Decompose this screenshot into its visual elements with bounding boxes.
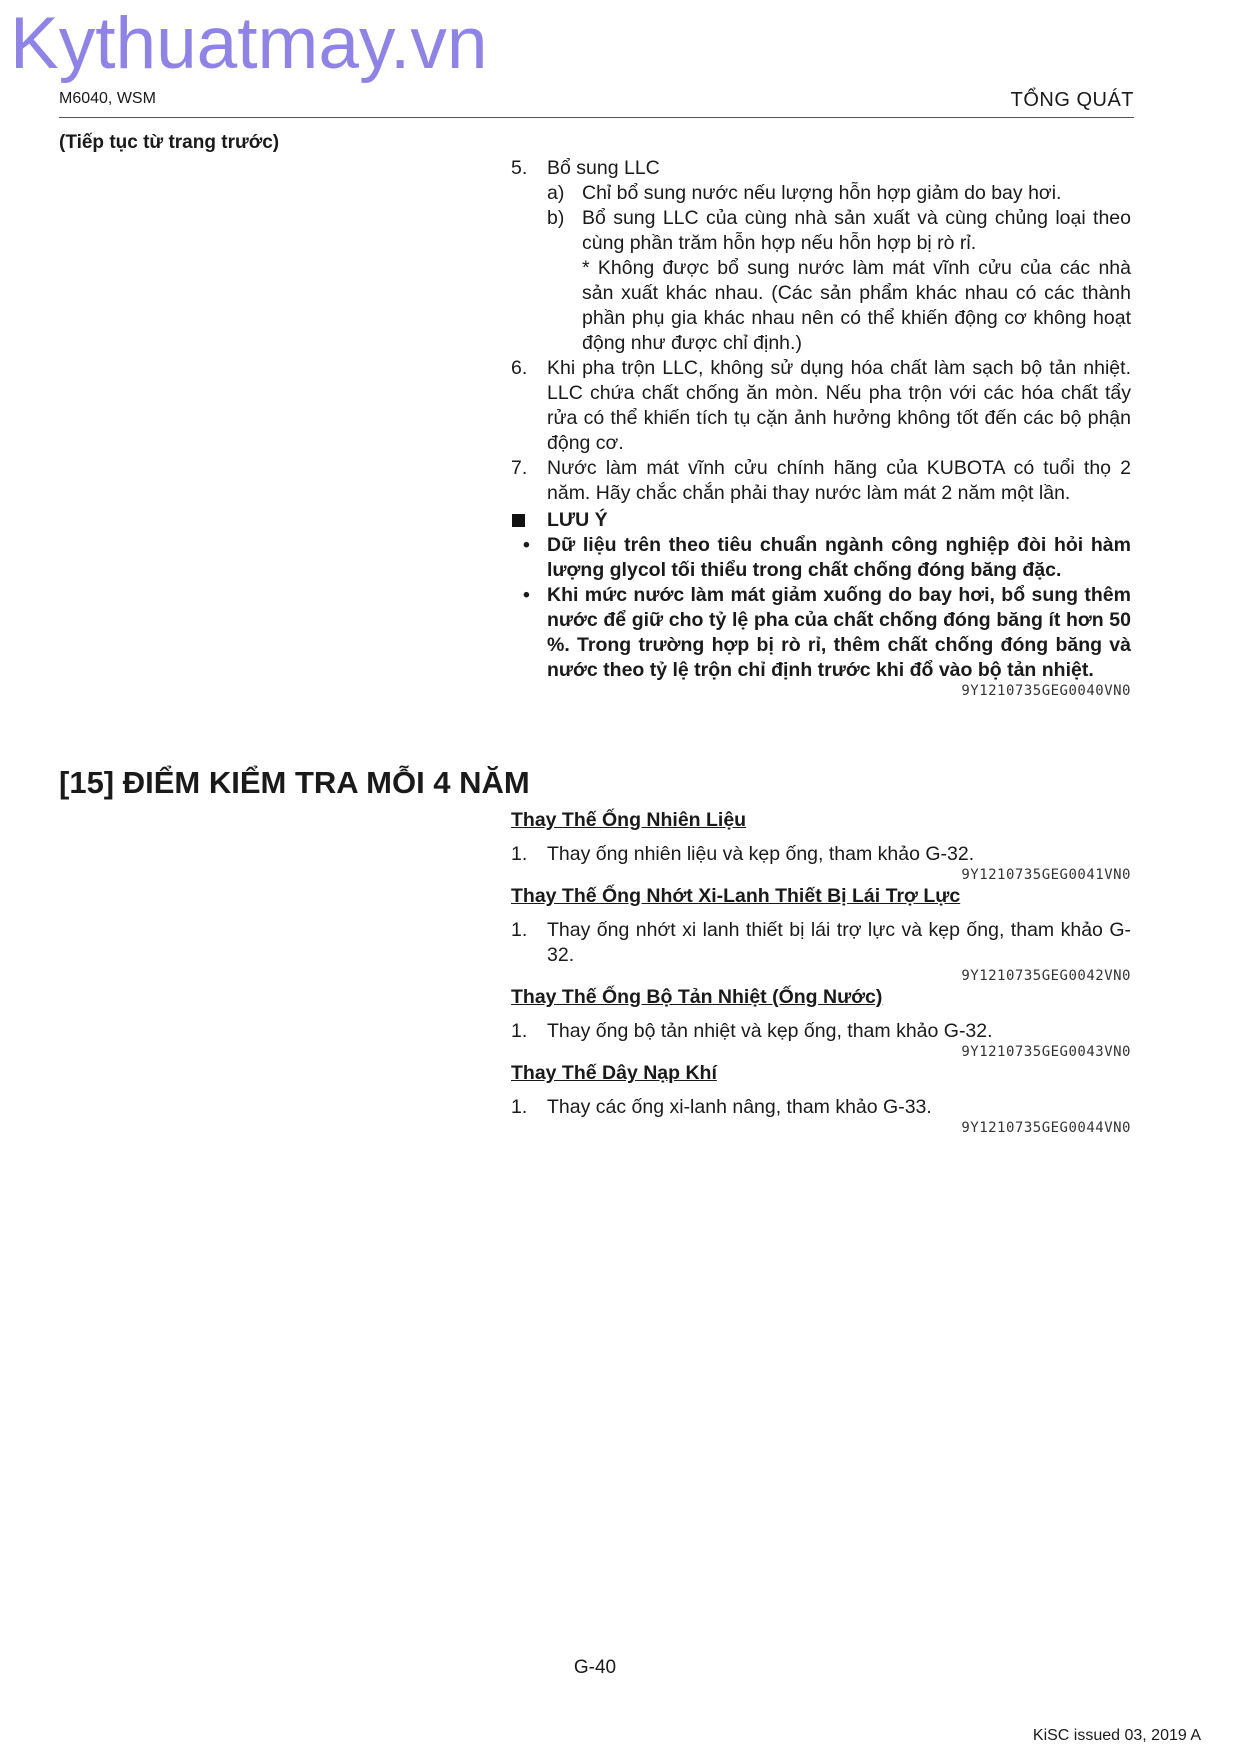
subsection	[511, 1061, 1131, 1137]
sub-item-a	[547, 181, 1131, 206]
item-text: Bổ sung LLC	[547, 157, 660, 179]
item-text: Thay ống bộ tản nhiệt và kẹp ống, tham khảo G-32.	[547, 1020, 993, 1042]
item-text: Thay ống nhiên liệu và kẹp ống, tham khảo G-32.	[547, 843, 975, 865]
note-title: LƯU Ý	[547, 509, 608, 531]
subsection	[511, 884, 1131, 985]
document-code: 9Y1210735GEG0040VN0	[961, 683, 1131, 699]
item-text: Nước làm mát vĩnh cửu chính hãng của KUBOTA có tuổi thọ 2 năm. Hãy chắc chắn phải thay nước làm mát 2 năm một lần.	[547, 457, 1131, 504]
header-rule	[59, 117, 1134, 118]
bullet-dot-icon: •	[523, 534, 530, 556]
subsection-title: Thay Thế Ống Bộ Tản Nhiệt (Ống Nước)	[511, 986, 883, 1008]
page-number: G-40	[573, 1657, 617, 1678]
main-column	[511, 156, 1131, 700]
list-item	[511, 918, 1131, 968]
document-code: 9Y1210735GEG0044VN0	[961, 1120, 1131, 1136]
subsection-title: Thay Thế Ống Nhớt Xi-Lanh Thiết Bị Lái Trợ Lực	[511, 885, 961, 907]
section-title: [15] ĐIỂM KIỂM TRA MỖI 4 NĂM	[59, 765, 530, 800]
item-text: Khi pha trộn LLC, không sử dụng hóa chất làm sạch bộ tản nhiệt. LLC chứa chất chống ăn mòn. Nếu pha trộn với các hóa chất tẩy rửa có thể khiến tích tụ cặn ảnh hưởng không tốt đến các bộ phận động cơ.	[547, 357, 1131, 454]
document-code: 9Y1210735GEG0042VN0	[961, 968, 1131, 984]
item-number: 1.	[511, 843, 528, 865]
bullet-dot-icon: •	[523, 584, 530, 606]
item-number: 1.	[511, 1096, 528, 1118]
item-number: 1.	[511, 919, 528, 941]
item-number: 7.	[511, 457, 528, 479]
watermark-logo: Kythuatmay.vn	[10, 3, 488, 84]
sub-text: Bổ sung LLC của cùng nhà sản xuất và cùng chủng loại theo cùng phần trăm hỗn hợp nếu hỗn hợp bị rò rỉ.	[582, 207, 1131, 254]
item-text: Thay ống nhớt xi lanh thiết bị lái trợ lực và kẹp ống, tham khảo G-32.	[547, 919, 1131, 966]
item-number: 6.	[511, 357, 528, 379]
header-section: TỔNG QUÁT	[1010, 89, 1134, 111]
subsection-title: Thay Thế Ống Nhiên Liệu	[511, 809, 747, 831]
subsection	[511, 985, 1131, 1061]
subsection-title: Thay Thế Dây Nạp Khí	[511, 1062, 717, 1084]
header-model: M6040, WSM	[59, 90, 156, 107]
list-item	[511, 1019, 1131, 1044]
subsection-column	[511, 808, 1131, 1137]
issue-info: KiSC issued 03, 2019 A	[1032, 1727, 1201, 1744]
sub-label: a)	[547, 182, 565, 204]
list-item	[511, 1095, 1131, 1120]
document-code: 9Y1210735GEG0043VN0	[961, 1044, 1131, 1060]
list-item-7	[511, 456, 1131, 506]
list-item-6	[511, 356, 1131, 456]
sub-item-b	[547, 206, 1131, 356]
item-number: 1.	[511, 1020, 528, 1042]
list-item-5	[511, 156, 1131, 181]
list-item	[511, 842, 1131, 867]
subsection	[511, 808, 1131, 884]
note-bullet	[511, 533, 1131, 583]
note-bullet-text: Khi mức nước làm mát giảm xuống do bay hơi, bổ sung thêm nước để giữ cho tỷ lệ pha của chất chống đóng băng ít hơn 50 %. Trong trường hợp bị rò rỉ, thêm chất chống đóng băng và nước theo tỷ lệ trộn chỉ định trước khi đổ vào bộ tản nhiệt.	[547, 584, 1131, 681]
document-code: 9Y1210735GEG0041VN0	[961, 867, 1131, 883]
item-text: Thay các ống xi-lanh nâng, tham khảo G-33.	[547, 1096, 932, 1118]
note-bullet-text: Dữ liệu trên theo tiêu chuẩn ngành công nghiệp đòi hỏi hàm lượng glycol tối thiểu trong chất chống đóng băng đặc.	[547, 534, 1131, 581]
square-bullet-icon	[512, 514, 525, 527]
continued-note: (Tiếp tục từ trang trước)	[59, 132, 280, 153]
sub-text: Chỉ bổ sung nước nếu lượng hỗn hợp giảm do bay hơi.	[582, 182, 1062, 204]
sub-label: b)	[547, 207, 565, 229]
note-bullet	[511, 583, 1131, 683]
note-heading	[511, 508, 1131, 533]
item-number: 5.	[511, 157, 528, 179]
sub-note: * Không được bổ sung nước làm mát vĩnh cửu của các nhà sản xuất khác nhau. (Các sản phẩm khác nhau có các thành phần phụ gia khác nhau nên có thể khiến động cơ không hoạt động như được chỉ định.)	[582, 257, 1131, 354]
